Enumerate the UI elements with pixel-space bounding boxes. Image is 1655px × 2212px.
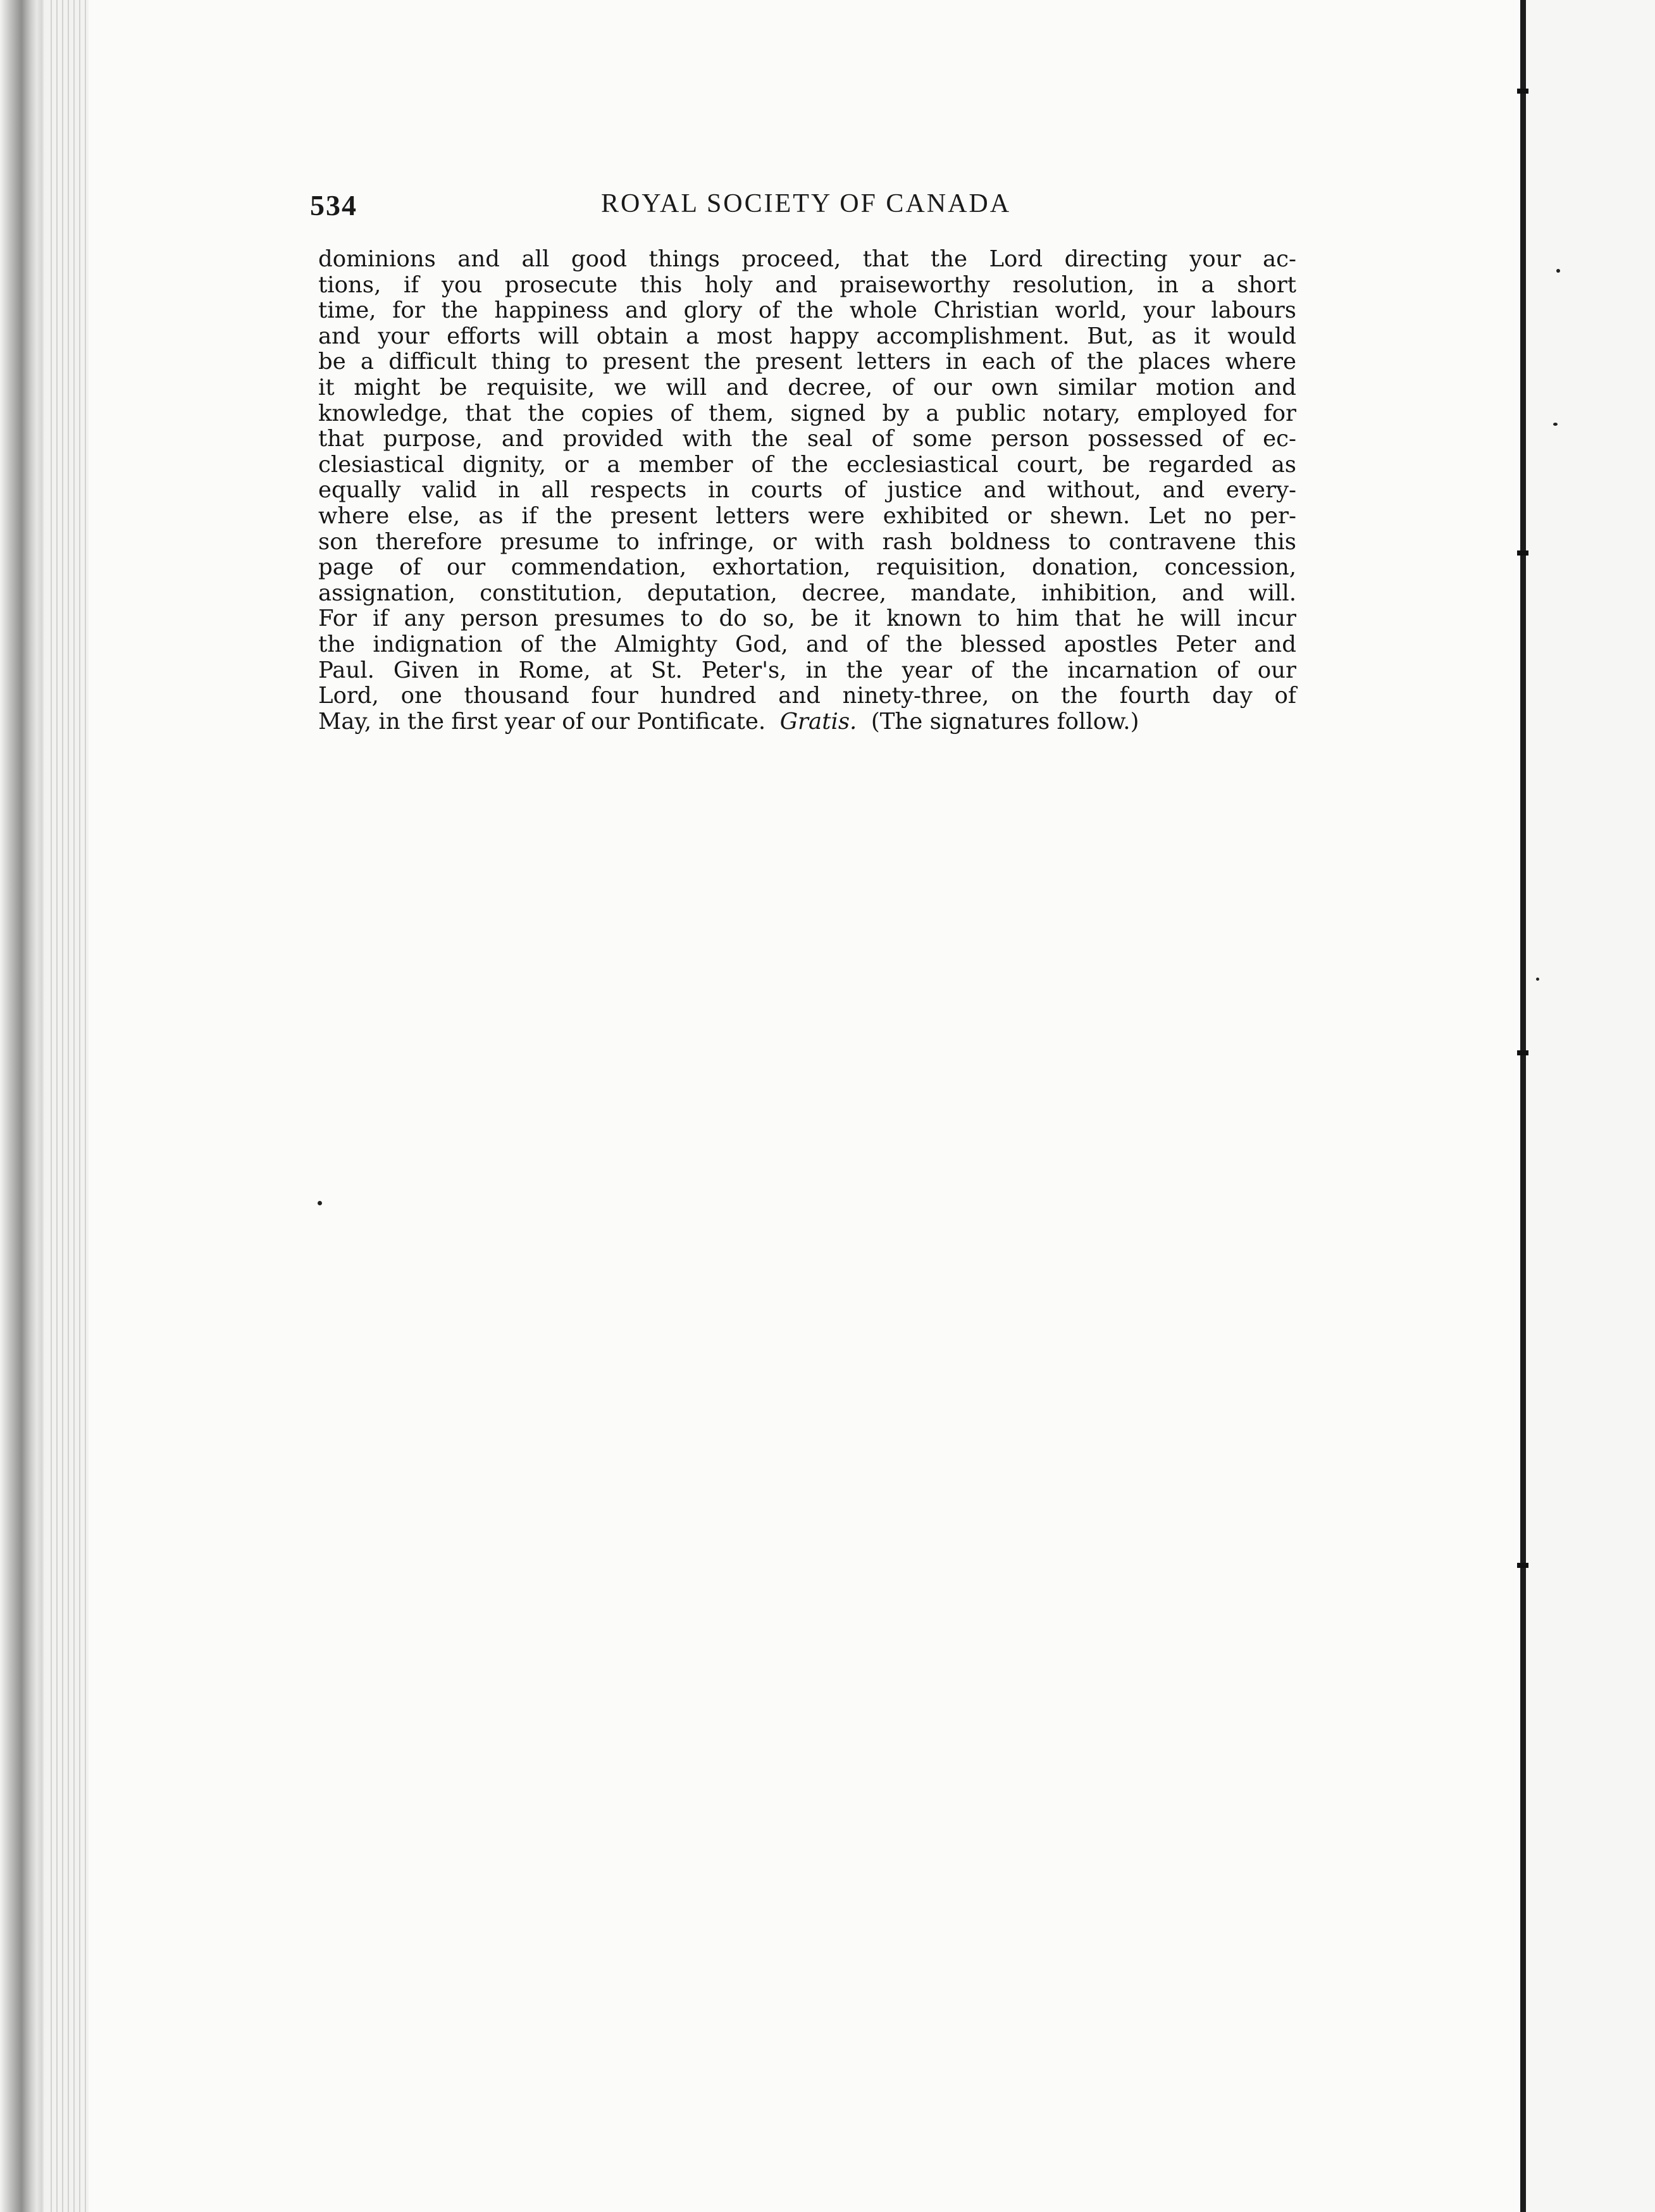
edge-mark bbox=[1517, 89, 1528, 94]
dust-speck bbox=[318, 1201, 322, 1205]
edge-mark bbox=[1517, 1563, 1528, 1568]
text-line: son therefore presume to infringe, or with rash boldness to contravene this bbox=[318, 528, 1296, 555]
running-title: ROYAL SOCIETY OF CANADA bbox=[601, 189, 1012, 218]
body-paragraph bbox=[318, 247, 1296, 735]
text-line: Paul. Given in Rome, at St. Peter's, in the year of the incarnation of our bbox=[318, 657, 1296, 683]
facing-page-edge bbox=[1520, 0, 1526, 2212]
text-line: equally valid in all respects in courts of justice and without, and every- bbox=[318, 477, 1296, 504]
text-line: For if any person presumes to do so, be it known to him that he will incur bbox=[318, 606, 1296, 632]
text-line: be a difficult thing to present the present letters in each of the places where bbox=[318, 349, 1296, 375]
page-stack-lines bbox=[51, 0, 89, 2212]
book-binding-edge bbox=[0, 0, 44, 2212]
text-line: page of our commendation, exhortation, requisition, donation, concession, bbox=[318, 554, 1296, 581]
edge-mark bbox=[1517, 1050, 1528, 1055]
dust-speck bbox=[1536, 978, 1539, 981]
text-line-final bbox=[318, 709, 1296, 735]
gratis-italic: Gratis. bbox=[779, 708, 857, 735]
text-line: where else, as if the present letters were exhibited or shewn. Let no per- bbox=[318, 502, 1296, 529]
text-line: dominions and all good things proceed, that the Lord directing your ac- bbox=[318, 246, 1296, 272]
text-line: knowledge, that the copies of them, signed by a public notary, employed for bbox=[318, 400, 1296, 426]
text-line: Lord, one thousand four hundred and ninety-three, on the fourth day of bbox=[318, 683, 1296, 709]
running-header bbox=[310, 189, 1297, 233]
dust-speck bbox=[1556, 269, 1560, 273]
page-number: 534 bbox=[310, 189, 357, 221]
edge-mark bbox=[1517, 550, 1528, 556]
text-line: it might be requisite, we will and decree, of our own similar motion and bbox=[318, 374, 1296, 401]
text-line: that purpose, and provided with the seal of some person possessed of ec- bbox=[318, 426, 1296, 452]
facing-page-margin bbox=[1526, 0, 1655, 2212]
text-line: clesiastical dignity, or a member of the ecclesiastical court, be regarded as bbox=[318, 451, 1296, 478]
signatures-note: (The signatures follow.) bbox=[871, 708, 1139, 735]
text-line: time, for the happiness and glory of the whole Christian world, your labours bbox=[318, 297, 1296, 324]
text-line: assignation, constitution, deputation, decree, mandate, inhibition, and will. bbox=[318, 580, 1296, 606]
final-line-start: May, in the first year of our Pontificate. bbox=[318, 708, 766, 735]
text-line: and your efforts will obtain a most happy accomplishment. But, as it would bbox=[318, 323, 1296, 349]
text-line: tions, if you prosecute this holy and praiseworthy resolution, in a short bbox=[318, 271, 1296, 298]
dust-speck bbox=[1553, 423, 1558, 426]
text-line: the indignation of the Almighty God, and of the blessed apostles Peter and bbox=[318, 631, 1296, 657]
